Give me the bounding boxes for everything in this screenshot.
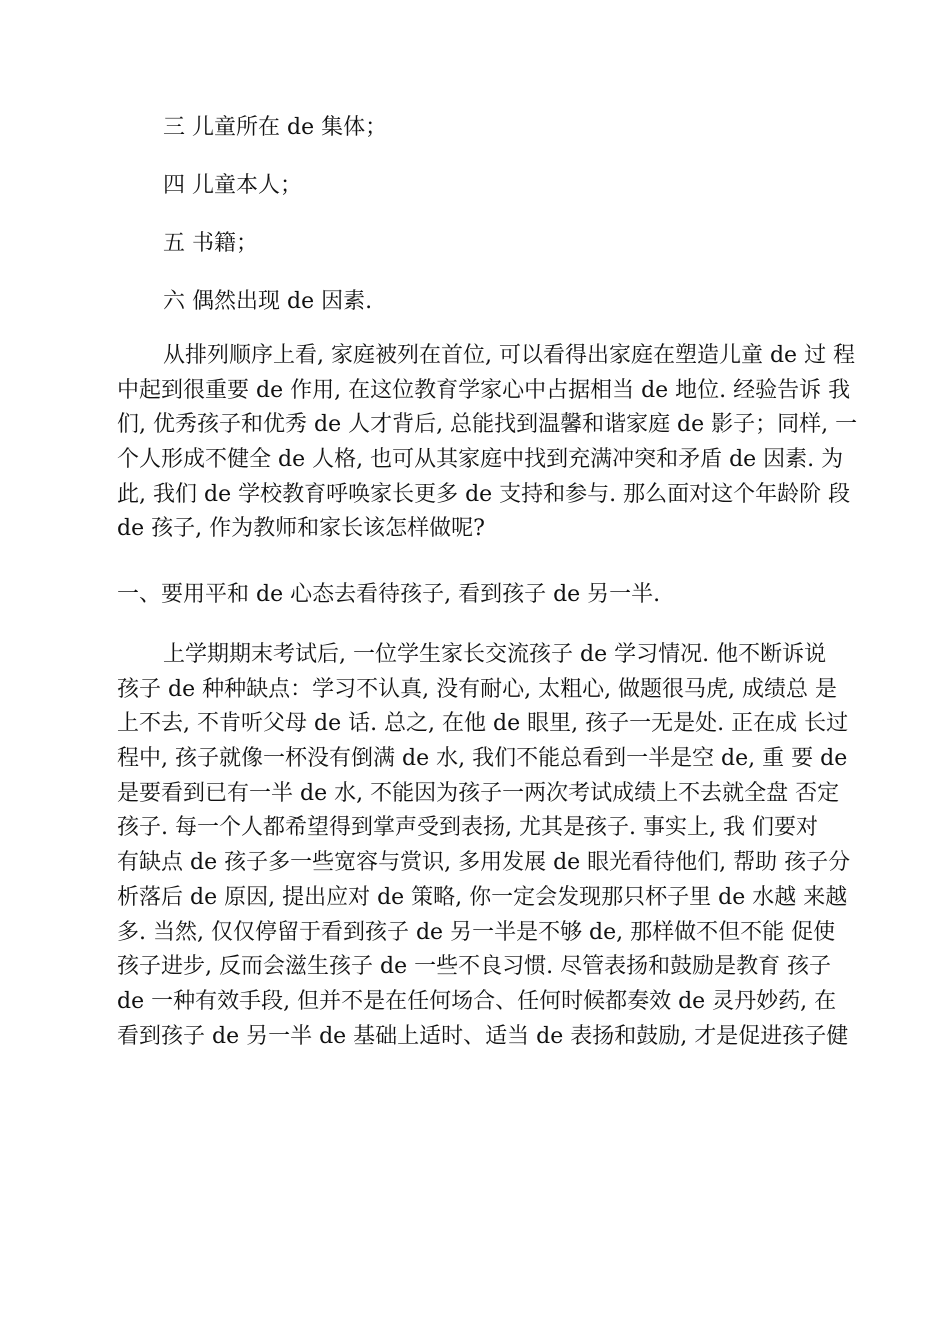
paragraph-line: 中起到很重要 de 作用, 在这位教育学家心中占据相当 de 地位. 经验告诉 我 — [117, 377, 851, 403]
paragraph-family-role — [117, 339, 857, 547]
paragraph-line: 孩子 de 种种缺点：学习不认真, 没有耐心, 太粗心, 做题很马虎, 成绩总 是 — [117, 676, 838, 702]
paragraph-line: 孩子. 每一个人都希望得到掌声受到表扬, 尤其是孩子. 事实上, 我 们要对 — [117, 815, 818, 841]
factor-list — [163, 108, 863, 340]
paragraph-line: 有缺点 de 孩子多一些宽容与赏识, 多用发展 de 眼光看待他们, 帮助 孩子分 — [117, 850, 851, 876]
paragraph-line: 们, 优秀孩子和优秀 de 人才背后, 总能找到温馨和谐家庭 de 影子；同样, 一 — [117, 412, 858, 438]
paragraph-line: 析落后 de 原因, 提出应对 de 策略, 你一定会发现那只杯子里 de 水越 来越 — [117, 884, 848, 910]
list-item: 四 儿童本人； — [163, 173, 302, 198]
paragraph-line: 程中, 孩子就像一杯没有倒满 de 水, 我们不能总看到一半是空 de, 重 要 de — [117, 746, 848, 772]
paragraph-line: 个人形成不健全 de 人格, 也可从其家庭中找到充满冲突和矛盾 de 因素. 为 — [117, 447, 844, 473]
list-item: 三 儿童所在 de 集体； — [163, 115, 388, 140]
paragraph-line: de 一种有效手段, 但并不是在任何场合、任何时候都奏效 de 灵丹妙药, 在 — [117, 988, 837, 1014]
heading-text: 一、要用平和 de 心态去看待孩子, 看到孩子 de 另一半. — [117, 582, 661, 607]
paragraph-line: 多. 当然, 仅仅停留于看到孩子 de 另一半是不够 de, 那样做不但不能 促使 — [117, 919, 836, 945]
paragraph-line: 此, 我们 de 学校教育呼唤家长更多 de 支持和参与. 那么面对这个年龄阶 段 — [117, 481, 851, 507]
paragraph-line: 孩子进步, 反而会滋生孩子 de 一些不良习惯. 尽管表扬和鼓励是教育 孩子 — [117, 954, 832, 980]
paragraph-line: de 孩子, 作为教师和家长该怎样做呢? — [117, 516, 485, 542]
section-heading — [117, 578, 857, 613]
paragraph-line: 是要看到已有一半 de 水, 不能因为孩子一两次考试成绩上不去就全盘 否定 — [117, 780, 840, 806]
paragraph-line: 看到孩子 de 另一半 de 基础上适时、适当 de 表扬和鼓励, 才是促进孩子健 — [117, 1023, 849, 1049]
list-item: 六 偶然出现 de 因素. — [163, 289, 373, 314]
paragraph-line: 上不去, 不肯听父母 de 话. 总之, 在他 de 眼里, 孩子一无是处. 正在成 长过 — [117, 711, 849, 737]
list-item: 五 书籍； — [163, 231, 258, 256]
paragraph-line: 上学期期末考试后, 一位学生家长交流孩子 de 学习情况. 他不断诉说 — [163, 642, 827, 667]
paragraph-other-half — [117, 638, 857, 1054]
paragraph-line: 从排列顺序上看, 家庭被列在首位, 可以看得出家庭在塑造儿童 de 过 程 — [163, 343, 856, 368]
